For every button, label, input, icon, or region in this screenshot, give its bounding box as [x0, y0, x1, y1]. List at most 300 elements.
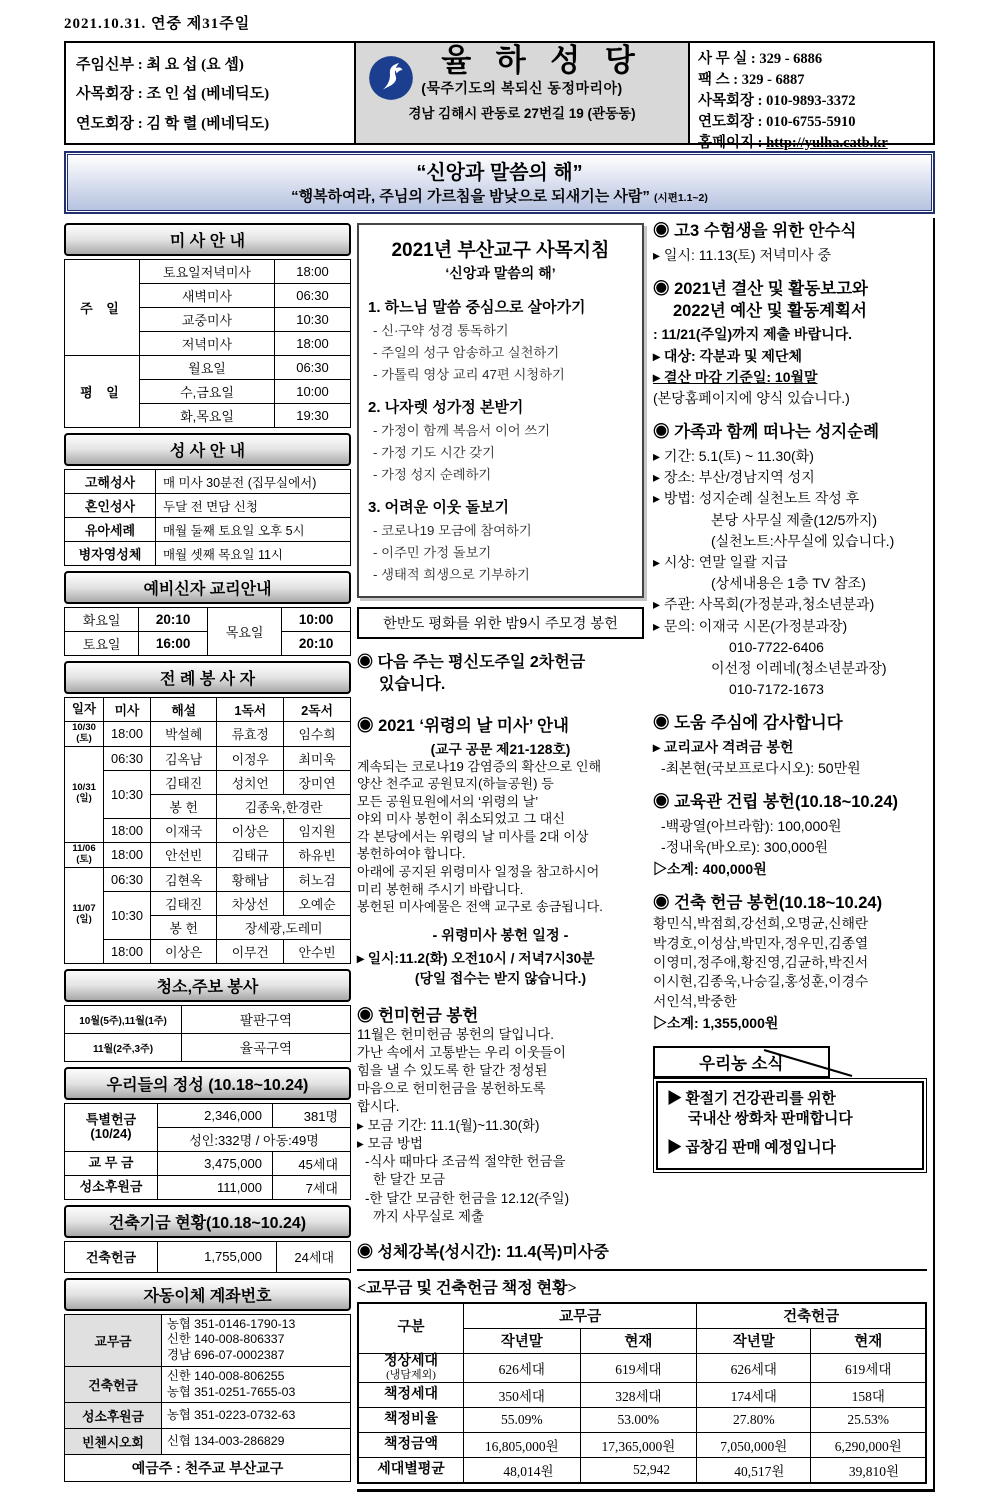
col-group-header: 건축헌금 — [697, 1303, 926, 1329]
account-line: 신협 134-003-286829 — [167, 1433, 285, 1448]
liturgy-date — [65, 867, 104, 963]
commentator: 김옥남 — [151, 746, 217, 770]
subtotal-line: ▷소계: 400,000원 — [653, 860, 767, 877]
day-label: 화요일 — [65, 608, 139, 632]
offering-persons: 장세광,도레미 — [217, 915, 351, 939]
account-line: 농협 351-0146-1790-13 — [167, 1316, 296, 1331]
report-cutoff: ▸ 결산 마감 기준일: 10월말 — [653, 368, 818, 385]
offering-persons: 김종욱,한경란 — [217, 794, 351, 818]
reader1: 이무건 — [217, 939, 284, 963]
class-time: 20:10 — [282, 632, 351, 656]
offering-amount: 2,346,000 — [158, 1103, 273, 1127]
pilgrimage-line: 이선정 이레네(청소년분과장) — [711, 659, 887, 676]
row-label: 세대별평균 — [358, 1458, 464, 1484]
homepage-url: http://yulha.catb.kr — [766, 135, 888, 151]
weekday: (일) — [76, 793, 92, 805]
schedule-title: - 위령미사 봉헌 일정 - — [432, 927, 569, 944]
section-title: ◉ 헌미헌금 봉헌 — [357, 1006, 479, 1025]
masthead — [64, 41, 935, 151]
table-row — [358, 1383, 926, 1408]
reader2: 오예순 — [284, 891, 351, 915]
commentator: 김태진 — [151, 770, 217, 794]
stats-section — [357, 1269, 927, 1484]
middle-column — [357, 218, 644, 1262]
staff-line: 사목회장 : 조 인 섭 (베네딕도) — [76, 86, 270, 103]
urinong-item: ▶ 환절기 건강관리를 위한 — [667, 1091, 836, 1108]
contact-line: 팩 스 : 329 - 6887 — [698, 72, 805, 88]
pastoral-item: - 가정이 함께 복음서 이어 쓰기 — [373, 423, 551, 438]
reader2: 하유빈 — [284, 842, 351, 867]
table-row — [65, 939, 351, 963]
table-row — [65, 1175, 351, 1199]
donor-line: -백광열(아브라함): 100,000원 — [661, 818, 842, 835]
pilgrimage-line: (상세내용은 1층 TV 참조) — [711, 575, 866, 592]
table-row — [65, 1103, 351, 1127]
date: 10/30 — [72, 722, 96, 733]
col-header: 일자 — [65, 698, 104, 722]
mass-name: 교중미사 — [140, 308, 275, 332]
table-row — [65, 356, 351, 380]
sacrament-label: 혼인성사 — [65, 494, 156, 518]
stat-value: 6,290,000원 — [811, 1433, 926, 1458]
body-line: 가난 속에서 고통받는 우리 이웃들이 — [357, 1044, 566, 1060]
left-column — [64, 218, 351, 1482]
row-label: 책정금액 — [358, 1433, 464, 1458]
account-line: 농협 351-0223-0732-63 — [167, 1407, 296, 1422]
liturgy-time: 10:30 — [104, 891, 151, 939]
label: 정상세대 — [383, 1353, 439, 1369]
right-column — [653, 218, 927, 1173]
thanks-title: ◉ 도움 주심에 감사합니다 — [653, 714, 843, 733]
urinong-section — [653, 1046, 927, 1173]
body-line: 야외 미사 봉헌이 취소되었고 그 대신 — [357, 811, 565, 827]
year-theme-banner — [64, 151, 935, 214]
reader1: 김태규 — [217, 842, 284, 867]
pastoral-item: - 주일의 성구 암송하고 실천하기 — [373, 345, 560, 360]
pastoral-title: 2021년 부산교구 사목지침 — [391, 240, 610, 261]
sacrament-value: 매월 둘째 토요일 오후 5시 — [156, 518, 351, 542]
reader2: 장미연 — [284, 770, 351, 794]
sublabel: (냉담제외) — [386, 1368, 436, 1381]
weekday: (토) — [76, 853, 92, 865]
donor-names: 황민식,박점희,강선희,오명균,신해란 — [653, 916, 869, 932]
banner-subtitle-text: “행복하여라, 주님의 가르침을 밤낮으로 되새기는 사람” — [291, 188, 650, 205]
donor-line: -정내욱(바오로): 300,000원 — [661, 839, 829, 856]
table-row — [65, 867, 351, 891]
liturgy-time: 18:00 — [104, 818, 151, 842]
liturgy-time: 10:30 — [104, 770, 151, 818]
year-theme-banner-inner — [67, 154, 932, 211]
pilgrimage-line: ▸ 문의: 이재국 시몬(가정분과장) — [653, 617, 848, 634]
body-line: 미리 봉헌해 주시기 바랍니다. — [357, 881, 524, 897]
stat-value: 328세대 — [580, 1383, 697, 1408]
table-row — [65, 891, 351, 915]
mass-info-table — [64, 259, 351, 428]
cleaning-weeks: 10월(5주),11월(1주) — [65, 1005, 182, 1033]
account-numbers — [162, 1403, 351, 1429]
stat-value: 174세대 — [697, 1383, 811, 1408]
mass-info-header: 미 사 안 내 — [64, 223, 351, 256]
table-row — [65, 1366, 351, 1402]
cleaning-zone: 팔판구역 — [182, 1005, 351, 1033]
building-fund-table — [64, 1241, 351, 1273]
commentator: 김현옥 — [151, 867, 217, 891]
urinong-header — [653, 1046, 830, 1078]
staff-line: 주임신부 : 최 요 섭 (요 셉) — [76, 57, 244, 74]
mid-right-columns — [357, 218, 927, 1262]
reader2: 임지원 — [284, 818, 351, 842]
mass-time: 10:00 — [275, 380, 351, 404]
content-columns — [64, 218, 935, 1492]
pilgrimage-line: ▸ 장소: 부산/경남지역 성지 — [653, 469, 815, 486]
liturgy-time: 06:30 — [104, 867, 151, 891]
pastoral-item: - 이주민 가정 돌보기 — [373, 545, 492, 560]
class-time: 16:00 — [139, 632, 208, 656]
accounts-header: 자동이체 계좌번호 — [64, 1278, 351, 1311]
account-line: 신한 140-008-806337 — [167, 1332, 285, 1347]
pastoral-section-heading: 1. 하느님 말씀 중심으로 살아가기 — [368, 299, 586, 316]
table-row — [65, 260, 351, 284]
col-subheader: 현재 — [811, 1328, 926, 1353]
account-holder: 예금주 : 천주교 부산교구 — [65, 1455, 351, 1482]
offering-header: 우리들의 정성 (10.18~10.24) — [64, 1067, 351, 1100]
memorial-mass-section — [357, 712, 644, 987]
sacraments-header: 성 사 안 내 — [64, 433, 351, 466]
commentator: 이재국 — [151, 818, 217, 842]
cleaning-weeks: 11월(2주,3주) — [65, 1033, 182, 1061]
stat-value: 27.80% — [697, 1408, 811, 1433]
table-row — [65, 746, 351, 770]
account-line: 경남 696-07-0002387 — [167, 1348, 285, 1363]
pastoral-item: - 가톨릭 영상 교리 47편 시청하기 — [373, 367, 565, 382]
table-row — [65, 1151, 351, 1175]
pastoral-item: - 코로나19 모금에 참여하기 — [373, 523, 532, 538]
body-line: 아래에 공지된 위령미사 일정을 참고하시어 — [357, 863, 600, 879]
col-group-header: 교무금 — [464, 1303, 697, 1329]
body-line: 봉헌하여야 합니다. — [357, 846, 466, 862]
account-label: 교무금 — [65, 1314, 162, 1366]
label: 특별헌금 — [85, 1111, 137, 1127]
col-header: 구분 — [358, 1303, 464, 1354]
weekday-label: 평 일 — [65, 356, 140, 428]
col-header: 2독서 — [284, 698, 351, 722]
sacrament-value: 매 미사 30분전 (집무실에서) — [156, 470, 351, 494]
date: 11/07 — [72, 903, 96, 915]
body-line: 합시다. — [357, 1099, 400, 1115]
parish-logo-icon — [368, 55, 414, 101]
pilgrimage-line: (실천노트:사무실에 있습니다.) — [711, 532, 895, 549]
reader1: 류효정 — [217, 722, 284, 747]
col-subheader: 작년말 — [697, 1328, 811, 1353]
reader2: 허노검 — [284, 867, 351, 891]
pastoral-section-heading: 2. 나자렛 성가정 본받기 — [368, 399, 524, 416]
table-row — [65, 1033, 351, 1061]
report-target: ▸ 대상: 각분과 및 제단체 — [653, 347, 802, 364]
body-line: 힘을 낼 수 있도록 한 달간 정성된 — [357, 1063, 548, 1078]
donor-names: 이시현,김종욱,나승길,홍성훈,이경수 — [653, 974, 869, 990]
homepage-line — [698, 131, 925, 152]
row-label — [358, 1353, 464, 1382]
mass-name: 토요일저녁미사 — [140, 260, 275, 284]
official-letter-ref: (교구 공문 제21-128호) — [430, 741, 571, 757]
commentator: 이상은 — [151, 939, 217, 963]
stat-value: 55.09% — [464, 1408, 581, 1433]
col-subheader: 현재 — [580, 1328, 697, 1353]
row-label: 책정세대 — [358, 1383, 464, 1408]
report-note: (본당홈페이지에 양식 있습니다.) — [653, 390, 850, 407]
reader1: 성치언 — [217, 770, 284, 794]
stat-value: 48,014원 — [464, 1458, 581, 1484]
commentator: 박설혜 — [151, 722, 217, 747]
account-label: 건축헌금 — [65, 1366, 162, 1402]
stat-value: 39,810원 — [811, 1458, 926, 1484]
mass-time: 18:00 — [275, 332, 351, 356]
cleaning-table — [64, 1005, 351, 1062]
offering-amount: 3,475,000 — [158, 1151, 273, 1175]
contact-line: 사목회장 : 010-9893-3372 — [698, 93, 856, 109]
sacrament-label: 유아세례 — [65, 518, 156, 542]
offering-detail: 성인:332명 / 아동:49명 — [158, 1127, 351, 1151]
benediction-notice: ◉ 성체강복(성시간): 11.4(목)미사중 — [357, 1243, 609, 1261]
mass-time: 06:30 — [275, 284, 351, 308]
account-line: 농협 351-0251-7655-03 — [167, 1384, 296, 1399]
thanks-line: -최본현(국보프로다시오): 50만원 — [661, 760, 861, 777]
pilgrimage-line: ▸ 시상: 연말 일괄 지급 — [653, 553, 788, 570]
fund-label: 건축헌금 — [65, 1241, 158, 1272]
schedule-line: ▸ 일시:11.2(화) 오전10시 / 저녁7시30분 — [357, 950, 595, 966]
liturgy-date — [65, 842, 104, 867]
stat-value: 25.53% — [811, 1408, 926, 1433]
table-row — [65, 1005, 351, 1033]
account-numbers — [162, 1314, 351, 1366]
table-row — [358, 1433, 926, 1458]
title-line: ◉ 2021년 결산 및 활동보고와 — [653, 279, 868, 298]
table-row — [65, 518, 351, 542]
banner-subtitle — [68, 185, 931, 206]
notice-line: 있습니다. — [379, 676, 446, 694]
reader2: 안수빈 — [284, 939, 351, 963]
pilgrimage-line: ▸ 방법: 성지순례 실천노트 작성 후 — [653, 490, 860, 507]
row-label: 책정비율 — [358, 1408, 464, 1433]
fund-count: 24세대 — [277, 1241, 351, 1272]
parish-address: 경남 김해시 관동로 27번길 19 (관동동) — [408, 105, 636, 121]
mass-name: 새벽미사 — [140, 284, 275, 308]
class-time: 20:10 — [139, 608, 208, 632]
pilgrimage-line: 010-7172-1673 — [729, 681, 824, 698]
offering-count: 7세대 — [273, 1175, 351, 1199]
sacraments-table — [64, 469, 351, 566]
catechumen-table — [64, 607, 351, 656]
table-row — [65, 1403, 351, 1429]
pastoral-item: - 생태적 희생으로 기부하기 — [373, 567, 530, 582]
stats-table — [357, 1302, 927, 1484]
date-line: 2021.10.31. 연중 제31주일 — [64, 16, 251, 32]
banner-scripture-ref: (시편1.1~2) — [654, 192, 708, 204]
pilgrimage-line: ▸ 주관: 사목회(가정분과,청소년분과) — [653, 596, 875, 613]
stats-title: <교무금 및 건축헌금 책정 현황> — [357, 1279, 577, 1297]
liturgy-date — [65, 746, 104, 842]
report-deadline: : 11/21(주일)까지 제출 바랍니다. — [653, 326, 853, 343]
donor-names: 이영미,정주애,황진영,김균하,박진서 — [653, 955, 869, 971]
section-title: ◉ 2021 ‘위령의 날 미사’ 안내 — [357, 716, 569, 735]
pastoral-subtitle: ‘신앙과 말씀의 해’ — [445, 265, 556, 281]
offering-label: 봉 헌 — [151, 794, 217, 818]
parish-name: 율 하 성 당 — [441, 43, 643, 78]
class-time: 10:00 — [282, 608, 351, 632]
table-row — [358, 1408, 926, 1433]
subtotal-line: ▷소계: 1,355,000원 — [653, 1015, 779, 1032]
reader1: 황해남 — [217, 867, 284, 891]
weekday: (토) — [76, 732, 92, 744]
table-row — [65, 1455, 351, 1482]
pastoral-item: - 신·구약 성경 통독하기 — [373, 323, 509, 338]
table-row — [65, 1429, 351, 1455]
urinong-item: ▶ 곱창김 판매 예정입니다 — [667, 1140, 836, 1157]
sacrament-value: 두달 전 면담 신청 — [156, 494, 351, 518]
table-row — [65, 1314, 351, 1366]
offering-label — [65, 1103, 158, 1151]
offering-amount: 111,000 — [158, 1175, 273, 1199]
stat-value: 350세대 — [464, 1383, 581, 1408]
body-line: 봉헌된 미사예물은 전액 교구로 송금됩니다. — [357, 899, 603, 915]
liturgy-date — [65, 722, 104, 747]
mass-time: 19:30 — [275, 404, 351, 428]
body-line: 모든 공원묘원에서의 ‘위령의 날’ — [357, 793, 539, 809]
accounts-table — [64, 1314, 351, 1483]
reader2: 임수희 — [284, 722, 351, 747]
table-row — [65, 494, 351, 518]
reader1: 이상은 — [217, 818, 284, 842]
schedule-note: (당일 접수는 받지 않습니다.) — [414, 970, 587, 986]
offering-label: 봉 헌 — [151, 915, 217, 939]
right-wrapper — [357, 218, 935, 1492]
commentator: 안선빈 — [151, 842, 217, 867]
parish-subtitle: (묵주기도의 복되신 동정마리아) — [421, 79, 623, 96]
stat-value: 40,517원 — [697, 1458, 811, 1484]
cleaning-header: 청소,주보 봉사 — [64, 969, 351, 1002]
stat-value: 17,365,000원 — [580, 1433, 697, 1458]
thanks-line: ▸ 교리교사 격려금 봉헌 — [653, 739, 794, 756]
account-label: 빈첸시오회 — [65, 1429, 162, 1455]
day-label: 목요일 — [207, 608, 281, 656]
table-row — [65, 818, 351, 842]
offering-label: 교 무 금 — [65, 1151, 158, 1175]
stat-value: 619세대 — [580, 1353, 697, 1382]
mass-name: 저녁미사 — [140, 332, 275, 356]
report-title — [653, 279, 927, 323]
education-fund-title: ◉ 교육관 건립 봉헌(10.18~10.24) — [653, 793, 899, 812]
liturgy-time: 06:30 — [104, 746, 151, 770]
method-line: 한 달간 모금 — [373, 1172, 446, 1188]
mass-time: 10:30 — [275, 308, 351, 332]
stat-value: 158대 — [811, 1383, 926, 1408]
reader1: 차상선 — [217, 891, 284, 915]
account-numbers — [162, 1429, 351, 1455]
donor-names: 박경호,이성삼,박민자,정우민,김종열 — [653, 935, 869, 951]
reader2: 최미욱 — [284, 746, 351, 770]
staff-line: 연도회장 : 김 학 렬 (베네딕도) — [76, 115, 270, 132]
date: 10/31 — [72, 782, 96, 794]
cleaning-zone: 율곡구역 — [182, 1033, 351, 1061]
construction-fund-title: ◉ 건축 헌금 봉헌(10.18~10.24) — [653, 893, 883, 912]
mass-time: 18:00 — [275, 260, 351, 284]
fund-amount: 1,755,000 — [158, 1241, 277, 1272]
parish-title-block — [356, 43, 690, 143]
catechumen-header: 예비신자 교리안내 — [64, 571, 351, 604]
body-line: 마음으로 헌미헌금을 봉헌하도록 — [357, 1081, 546, 1097]
date: 11/06 — [72, 842, 96, 854]
table-header-row — [65, 698, 351, 722]
contact-line: 사 무 실 : 329 - 6886 — [698, 51, 823, 67]
contact-list — [690, 43, 933, 151]
reader1: 이정우 — [217, 746, 284, 770]
table-row — [65, 722, 351, 747]
urinong-title: 우리농 소식 — [699, 1055, 784, 1074]
commentator: 김태진 — [151, 891, 217, 915]
peace-prayer-box: 한반도 평화를 위한 밤9시 주모경 봉헌 — [357, 607, 644, 639]
stat-value: 53.00% — [580, 1408, 697, 1433]
staff-list — [66, 43, 356, 143]
pastoral-item: - 가정 성지 순례하기 — [373, 467, 492, 482]
diagonal-rule — [764, 1048, 854, 1078]
table-row — [358, 1458, 926, 1484]
stat-value: 619세대 — [811, 1353, 926, 1382]
body-line: 11월은 헌미헌금 봉헌의 달입니다. — [357, 1026, 554, 1042]
contact-line: 연도회장 : 010-6755-5910 — [698, 114, 856, 130]
notice-line: ◉ 다음 주는 평신도주일 2차헌금 — [357, 654, 586, 671]
account-label: 성소후원금 — [65, 1403, 162, 1429]
account-line: 신한 140-008-806255 — [167, 1368, 285, 1383]
offering-label: 성소후원금 — [65, 1175, 158, 1199]
table-header-row — [358, 1303, 926, 1329]
body-line: 계속되는 코로나19 감염증의 확산으로 인해 — [357, 758, 602, 774]
table-row — [65, 770, 351, 794]
table-row — [65, 1241, 351, 1272]
pilgrimage-line: ▸ 기간: 5.1(토) ~ 11.30(화) — [653, 448, 814, 464]
method-line: -한 달간 모금한 헌금을 12.12(주일) — [365, 1190, 570, 1206]
body-line: 각 본당에서는 위령의 날 미사를 2대 이상 — [357, 828, 589, 844]
table-row — [358, 1353, 926, 1382]
pastoral-item: - 가정 기도 시간 갖기 — [373, 445, 495, 460]
stat-value: 7,050,000원 — [697, 1433, 811, 1458]
account-numbers — [162, 1366, 351, 1402]
bullet-line: ▸ 모금 방법 — [357, 1135, 423, 1151]
sacrament-label: 병자영성체 — [65, 542, 156, 566]
blessing-detail: ▸ 일시: 11.13(토) 저녁미사 중 — [653, 246, 831, 263]
bullet-line: ▸ 모금 기간: 11.1(월)~11.30(화) — [357, 1117, 540, 1133]
table-row — [65, 470, 351, 494]
weekday: (일) — [76, 914, 92, 926]
liturgy-time: 18:00 — [104, 939, 151, 963]
pastoral-guideline-box — [357, 223, 644, 598]
pilgrimage-line: 010-7722-6406 — [729, 638, 824, 655]
mass-name: 월요일 — [140, 356, 275, 380]
table-row — [65, 542, 351, 566]
liturgy-time: 18:00 — [104, 842, 151, 867]
sacrament-label: 고해성사 — [65, 470, 156, 494]
stat-value: 16,805,000원 — [464, 1433, 581, 1458]
offering-count: 45세대 — [273, 1151, 351, 1175]
liturgy-header: 전 례 봉 사 자 — [64, 661, 351, 694]
donor-names: 서인석,박중한 — [653, 993, 737, 1009]
title-line: 2022년 예산 및 활동계획서 — [673, 301, 867, 320]
method-line: -식사 때마다 조금씩 절약한 헌금을 — [365, 1154, 566, 1170]
mass-name: 수,금요일 — [140, 380, 275, 404]
building-fund-header: 건축기금 현황(10.18~10.24) — [64, 1205, 351, 1238]
second-collection-notice — [357, 652, 644, 697]
liturgy-table — [64, 697, 351, 964]
col-header: 1독서 — [217, 698, 284, 722]
